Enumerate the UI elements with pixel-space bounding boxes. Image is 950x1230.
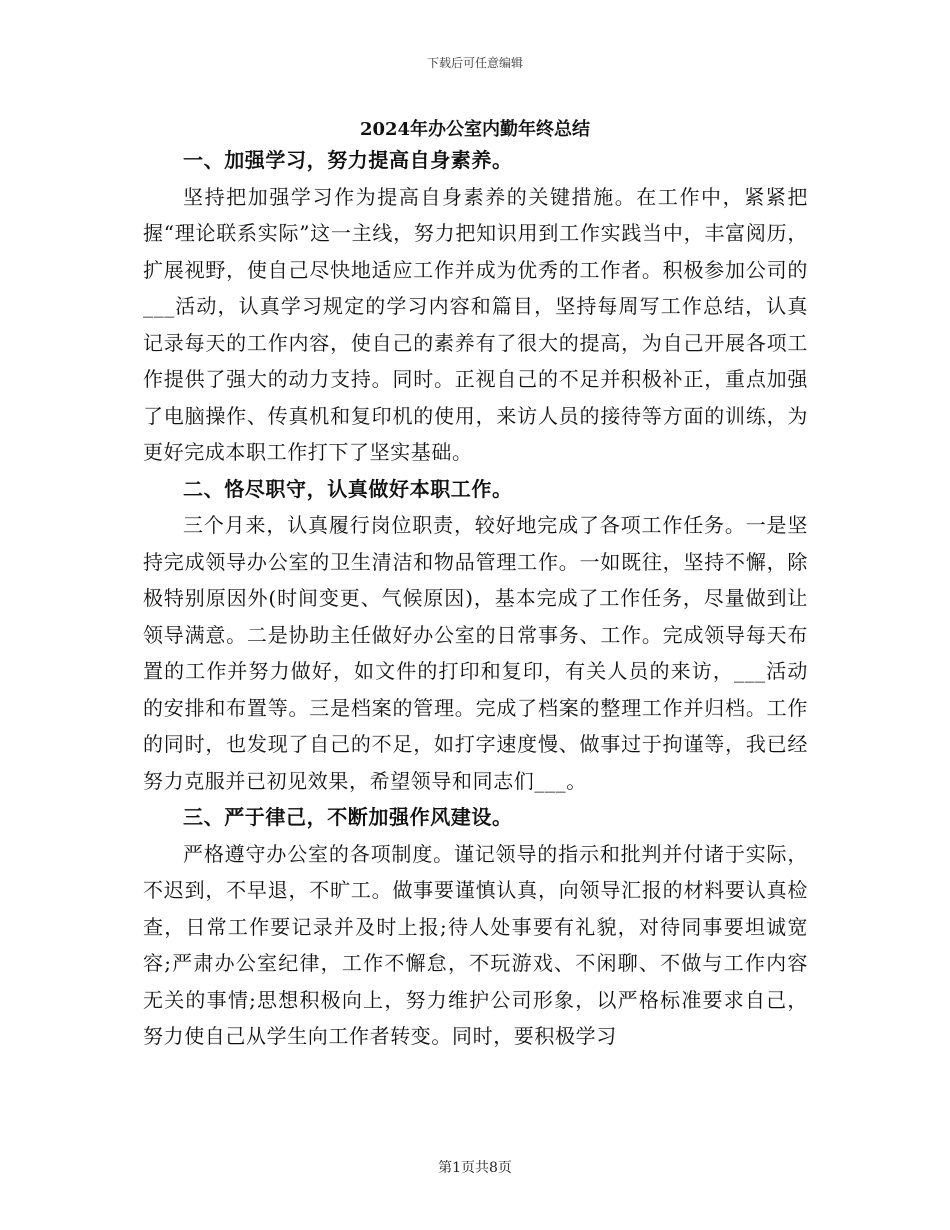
section-paragraph-2: 三个月来，认真履行岗位职责，较好地完成了各项工作任务。一是坚持完成领导办公室的卫生清洁和物品管理工作。一如既往，坚持不懈，除极特别原因外(时间变更、气候原因)，基本完成了工作任务，尽量做到让领导满意。二是协助主任做好办公室的日常事务、工作。完成领导每天布置的工作并努力做好，如文件的打印和复印，有关人员的来访，___活动的安排和布置等。三是档案的管理。完成了档案的整理工作并归档。工作的同时，也发现了自己的不足，如打字速度慢、做事过于拘谨等，我已经努力克服并已初见效果，希望领导和同志们___。 [143, 513, 808, 793]
section-paragraph-3: 严格遵守办公室的各项制度。谨记领导的指示和批判并付诸于实际，不迟到，不早退，不旷工。做事要谨慎认真，向领导汇报的材料要认真检查，日常工作要记录并及时上报;待人处事要有礼貌，对待同事要坦诚宽容;严肃办公室纪律，工作不懈怠，不玩游戏、不闲聊、不做与工作内容无关的事情;思想积极向上，努力维护公司形象，以严格标准要求自己，努力使自己从学生向工作者转变。同时，要积极学习 [143, 841, 808, 1048]
document-title: 2024年办公室内勤年终总结 [359, 119, 591, 140]
page-number: 第1页共8页 [438, 1160, 512, 1176]
section-paragraph-1: 坚持把加强学习作为提高自身素养的关键措施。在工作中，紧紧把握“理论联系实际”这一主线，努力把知识用到工作实践当中，丰富阅历，扩展视野，使自己尽快地适应工作并成为优秀的工作者。积极参加公司的___活动，认真学习规定的学习内容和篇目，坚持每周写工作总结，认真记录每天的工作内容，使自己的素养有了很大的提高，为自己开展各项工作提供了强大的动力支持。同时。正视自己的不足并积极补正，重点加强了电脑操作、传真机和复印机的使用，来访人员的接待等方面的训练，为更好完成本职工作打下了坚实基础。 [143, 184, 808, 464]
section-heading-2: 二、恪尽职守，认真做好本职工作。 [183, 476, 513, 501]
document-body [143, 142, 808, 1055]
header-note: 下载后可任意编辑 [426, 56, 523, 70]
section-heading-1: 一、加强学习，努力提高自身素养。 [183, 148, 513, 172]
section-heading-3: 三、严于律己，不断加强作风建设。 [183, 805, 513, 829]
